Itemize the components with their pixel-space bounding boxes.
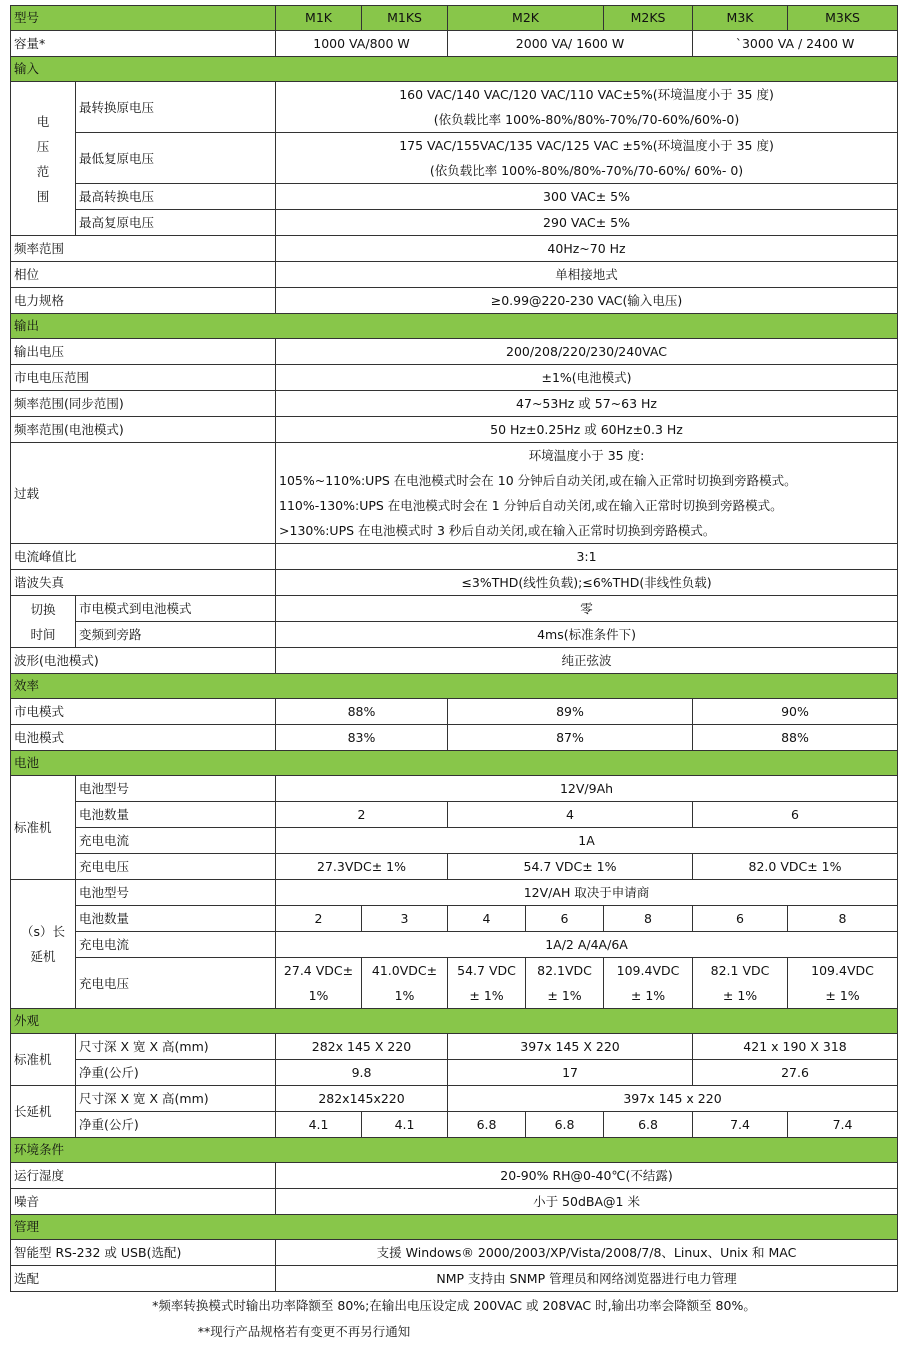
row-label: 运行湿度 (11, 1163, 276, 1189)
section-title: 输入 (11, 57, 898, 82)
model-m3ks: M3KS (788, 6, 898, 31)
row-value: 90% (693, 699, 898, 725)
row-label: 市电模式到电池模式 (76, 596, 276, 622)
model-label: 型号 (11, 6, 276, 31)
row-value: 3 (362, 906, 448, 932)
row-value: 2 (276, 906, 362, 932)
row-value: 290 VAC± 5% (276, 210, 898, 236)
row-value: 6.8 (526, 1112, 604, 1138)
overload-row (11, 443, 898, 544)
section-title: 效率 (11, 674, 898, 699)
row-value: 2 (276, 802, 448, 828)
row-value: 82.0 VDC± 1% (693, 854, 898, 880)
section-battery (11, 751, 898, 776)
row-value: 88% (693, 725, 898, 751)
long-weight-row (11, 1112, 898, 1138)
capacity-1k: 1000 VA/800 W (276, 31, 448, 57)
row-value: 82.1VDC ± 1% (526, 958, 604, 1009)
row-label: 尺寸深 X 宽 X 高(mm) (76, 1086, 276, 1112)
row-value: 1A (276, 828, 898, 854)
row-value: 27.3VDC± 1% (276, 854, 448, 880)
section-output (11, 314, 898, 339)
row-value: 单相接地式 (276, 262, 898, 288)
model-m1k: M1K (276, 6, 362, 31)
smart-row (11, 1240, 898, 1266)
output-voltage-row (11, 339, 898, 365)
row-value: 397x 145 X 220 (448, 1034, 693, 1060)
overload-value: 环境温度小于 35 度: 105%~110%:UPS 在电池模式时会在 10 分钟后自动关闭,或在输入正常时切换到旁路模式。 110%-130%:UPS 在电池模式时会在 1 分钟后自动关闭,或在输入正常时切换到旁路模式。 >130%:UPS 在电池模式时 3 秒后自动关闭,或在输入正常时切换到旁路模式。 (276, 443, 898, 544)
long-charge-voltage-row (11, 958, 898, 1009)
thd-row (11, 570, 898, 596)
row-label: 电流峰值比 (11, 544, 276, 570)
row-value: NMP 支持由 SNMP 管理员和网络浏览器进行电力管理 (276, 1266, 898, 1292)
low-transfer-row (11, 82, 898, 133)
section-appearance (11, 1009, 898, 1034)
long-size-row (11, 1086, 898, 1112)
row-value: 282x145x220 (276, 1086, 448, 1112)
ac-range-row (11, 365, 898, 391)
row-value: 小于 50dBA@1 米 (276, 1189, 898, 1215)
inv-to-bypass-row (11, 622, 898, 648)
row-value: 12V/AH 取决于申请商 (276, 880, 898, 906)
capacity-3k: `3000 VA / 2400 W (693, 31, 898, 57)
std-charge-current-row (11, 828, 898, 854)
capacity-row (11, 31, 898, 57)
row-value: 421 x 190 X 318 (693, 1034, 898, 1060)
row-value: 89% (448, 699, 693, 725)
row-label: 智能型 RS-232 或 USB(选配) (11, 1240, 276, 1266)
standard-model-label: 标准机 (11, 776, 76, 880)
row-value: 4 (448, 906, 526, 932)
footnote-1: *频率转换模式时输出功率降额至 80%;在输出电压设定成 200VAC 或 208VAC 时,输出功率会降额至 80%。 (152, 1298, 756, 1313)
capacity-2k: 2000 VA/ 1600 W (448, 31, 693, 57)
transfer-time-label: 切换 时间 (11, 596, 76, 648)
row-value: 4ms(标准条件下) (276, 622, 898, 648)
row-label: 最高转换电压 (76, 184, 276, 210)
crest-row (11, 544, 898, 570)
row-value: 8 (604, 906, 693, 932)
row-label: 充电电流 (76, 932, 276, 958)
row-value: 6 (693, 906, 788, 932)
row-value: 6.8 (604, 1112, 693, 1138)
row-value: ≥0.99@220-230 VAC(输入电压) (276, 288, 898, 314)
row-label: 尺寸深 X 宽 X 高(mm) (76, 1034, 276, 1060)
row-label: 最低复原电压 (76, 133, 276, 184)
row-label: 电池数量 (76, 906, 276, 932)
row-value: 200/208/220/230/240VAC (276, 339, 898, 365)
row-label: 电池型号 (76, 880, 276, 906)
row-value: 3:1 (276, 544, 898, 570)
row-label: 电力规格 (11, 288, 276, 314)
row-value: 6 (693, 802, 898, 828)
section-environment (11, 1138, 898, 1163)
row-label: 谐波失真 (11, 570, 276, 596)
row-value: ≤3%THD(线性负载);≤6%THD(非线性负载) (276, 570, 898, 596)
std-charge-voltage-row (11, 854, 898, 880)
row-value: 12V/9Ah (276, 776, 898, 802)
row-value: 支援 Windows® 2000/2003/XP/Vista/2008/7/8、Linux、Unix 和 MAC (276, 1240, 898, 1266)
row-value: 40Hz~70 Hz (276, 236, 898, 262)
capacity-label: 容量* (11, 31, 276, 57)
voltage-range-label: 电 压 范 围 (11, 82, 76, 236)
input-freq-row (11, 236, 898, 262)
row-value: 27.6 (693, 1060, 898, 1086)
row-value: 300 VAC± 5% (276, 184, 898, 210)
row-label: 最高复原电压 (76, 210, 276, 236)
row-value: 6.8 (448, 1112, 526, 1138)
eff-ac-row (11, 699, 898, 725)
row-value: 88% (276, 699, 448, 725)
section-title: 外观 (11, 1009, 898, 1034)
footnote-2: **现行产品规格若有变更不再另行通知 (197, 1324, 411, 1339)
row-label: 变频到旁路 (76, 622, 276, 648)
high-transfer-row (11, 184, 898, 210)
row-value: 纯正弦波 (276, 648, 898, 674)
row-value: 54.7 VDC ± 1% (448, 958, 526, 1009)
section-title: 管理 (11, 1215, 898, 1240)
row-value: 6 (526, 906, 604, 932)
standard-model-label: 标准机 (11, 1034, 76, 1086)
row-label: 波形(电池模式) (11, 648, 276, 674)
row-label: 相位 (11, 262, 276, 288)
section-efficiency (11, 674, 898, 699)
waveform-row (11, 648, 898, 674)
row-label: 过载 (11, 443, 276, 544)
section-management (11, 1215, 898, 1240)
section-title: 输出 (11, 314, 898, 339)
eff-batt-row (11, 725, 898, 751)
row-value: 17 (448, 1060, 693, 1086)
row-value: 47~53Hz 或 57~63 Hz (276, 391, 898, 417)
row-label: 市电电压范围 (11, 365, 276, 391)
row-value: 7.4 (693, 1112, 788, 1138)
row-value: 8 (788, 906, 898, 932)
long-charge-current-row (11, 932, 898, 958)
section-title: 环境条件 (11, 1138, 898, 1163)
spec-table (10, 5, 898, 1292)
low-transfer-value: 160 VAC/140 VAC/120 VAC/110 VAC±5%(环境温度小于 35 度) (依负载比率 100%-80%/80%-70%/70-60%/60%-0) (276, 82, 898, 133)
row-value: 27.4 VDC± 1% (276, 958, 362, 1009)
model-m3k: M3K (693, 6, 788, 31)
sync-freq-row (11, 391, 898, 417)
row-label: 选配 (11, 1266, 276, 1292)
long-batt-type-row (11, 880, 898, 906)
row-label: 充电电流 (76, 828, 276, 854)
row-value: 54.7 VDC± 1% (448, 854, 693, 880)
row-label: 电池模式 (11, 725, 276, 751)
row-value: 4.1 (362, 1112, 448, 1138)
row-label: 最转换原电压 (76, 82, 276, 133)
high-return-row (11, 210, 898, 236)
low-return-row (11, 133, 898, 184)
row-label: 市电模式 (11, 699, 276, 725)
section-title: 电池 (11, 751, 898, 776)
long-model-label: 长延机 (11, 1086, 76, 1138)
section-input (11, 57, 898, 82)
row-value: 20-90% RH@0-40℃(不结露) (276, 1163, 898, 1189)
row-value: 41.0VDC± 1% (362, 958, 448, 1009)
long-batt-count-row (11, 906, 898, 932)
row-label: 噪音 (11, 1189, 276, 1215)
row-label: 充电电压 (76, 854, 276, 880)
std-size-row (11, 1034, 898, 1060)
model-m2ks: M2KS (604, 6, 693, 31)
row-label: 频率范围 (11, 236, 276, 262)
model-row (11, 6, 898, 31)
row-value: 87% (448, 725, 693, 751)
row-label: 频率范围(电池模式) (11, 417, 276, 443)
row-value: 1A/2 A/4A/6A (276, 932, 898, 958)
long-model-label: （s）长 延机 (11, 880, 76, 1009)
row-value: 282x 145 X 220 (276, 1034, 448, 1060)
power-factor-row (11, 288, 898, 314)
row-value: 7.4 (788, 1112, 898, 1138)
std-weight-row (11, 1060, 898, 1086)
row-value: 82.1 VDC ± 1% (693, 958, 788, 1009)
row-value: 109.4VDC ± 1% (788, 958, 898, 1009)
humidity-row (11, 1163, 898, 1189)
phase-row (11, 262, 898, 288)
row-label: 净重(公斤) (76, 1060, 276, 1086)
batt-freq-row (11, 417, 898, 443)
row-label: 频率范围(同步范围) (11, 391, 276, 417)
model-m2k: M2K (448, 6, 604, 31)
row-value: 4 (448, 802, 693, 828)
row-value: ±1%(电池模式) (276, 365, 898, 391)
noise-row (11, 1189, 898, 1215)
row-value: 109.4VDC ± 1% (604, 958, 693, 1009)
row-label: 充电电压 (76, 958, 276, 1009)
row-label: 电池型号 (76, 776, 276, 802)
row-label: 电池数量 (76, 802, 276, 828)
low-return-value: 175 VAC/155VAC/135 VAC/125 VAC ±5%(环境温度小于 35 度) (依负载比率 100%-80%/80%-70%/70-60%/ 60%- 0) (276, 133, 898, 184)
row-label: 输出电压 (11, 339, 276, 365)
row-value: 9.8 (276, 1060, 448, 1086)
ac-to-batt-row (11, 596, 898, 622)
std-batt-count-row (11, 802, 898, 828)
std-batt-type-row (11, 776, 898, 802)
row-value: 零 (276, 596, 898, 622)
row-value: 50 Hz±0.25Hz 或 60Hz±0.3 Hz (276, 417, 898, 443)
model-m1ks: M1KS (362, 6, 448, 31)
optional-row (11, 1266, 898, 1292)
row-label: 净重(公斤) (76, 1112, 276, 1138)
row-value: 397x 145 x 220 (448, 1086, 898, 1112)
row-value: 4.1 (276, 1112, 362, 1138)
row-value: 83% (276, 725, 448, 751)
